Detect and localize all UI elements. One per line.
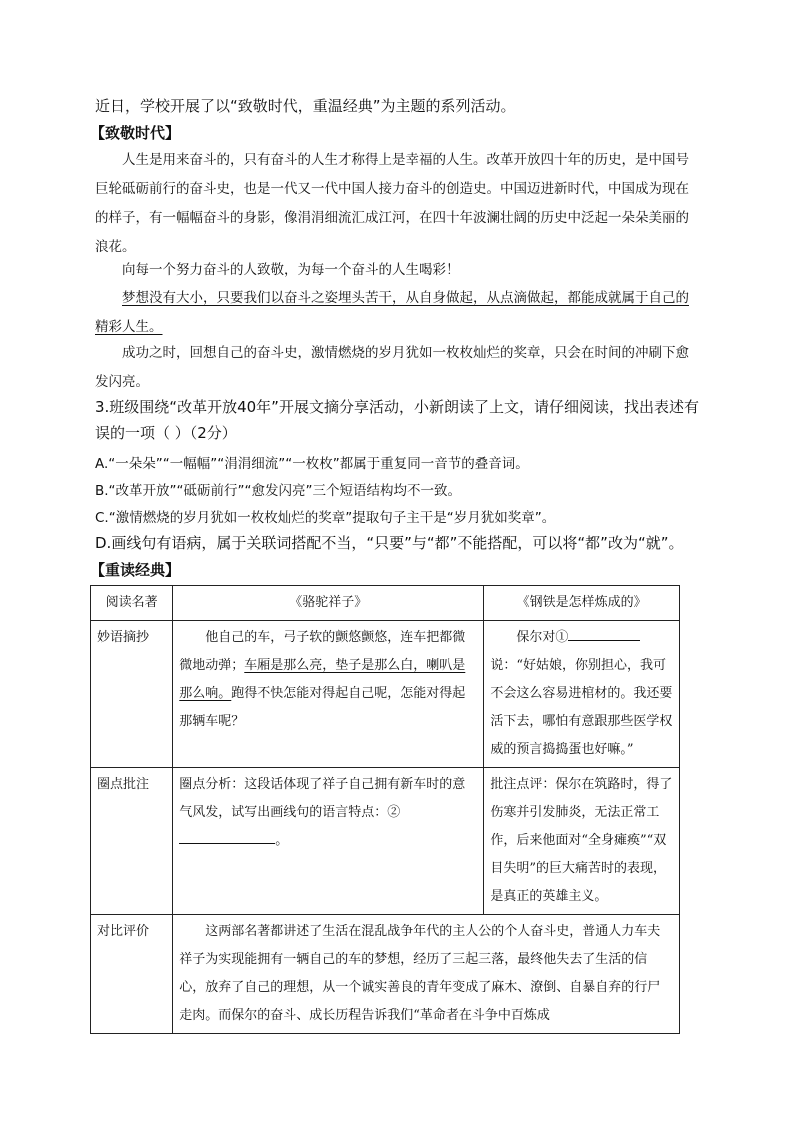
table-header-row <box>91 586 680 621</box>
excerpt-pavel-end: 说：“好姑娘，你别担心，我可不会这么容易进棺材的。我还要活下去，哪怕有意跟那些医学权威的预言捣捣蛋也好嘛。” <box>490 658 673 757</box>
option-b: B.“改革开放”“砥砺前行”“愈发闪亮”三个短语结构均不一致。 <box>95 483 462 499</box>
question-stem: 3.班级围绕“改革开放40年”开展文摘分享活动，小新朗读了上文，请仔细阅读，找出表述有误的一项（ ）（2分） <box>95 398 699 442</box>
intro-sentence: 近日，学校开展了以“致敬时代，重温经典”为主题的系列活动。 <box>95 97 516 115</box>
row-label-comparison: 对比评价 <box>91 915 173 1034</box>
reading-table <box>90 585 680 1034</box>
table-row-excerpt <box>91 621 680 768</box>
header-cell-steel: 《钢铁是怎样炼成的》 <box>484 586 680 621</box>
option-c: C.“激情燃烧的岁月犹如一枚枚灿烂的奖章”提取句子主干是“岁月犹如奖章”。 <box>95 510 556 526</box>
header-cell-camel-xiangzi: 《骆驼祥子》 <box>173 586 484 621</box>
table-row-comparison <box>91 915 680 1034</box>
excerpt-xiangzi-end: 跑得不快怎能对得起自己呢，怎能对得起那辆车呢？ <box>179 686 466 729</box>
excerpt-xiangzi <box>173 621 484 768</box>
annotation-xiangzi-end: 。 <box>275 833 289 848</box>
row-label-excerpt: 妙语摘抄 <box>91 621 173 768</box>
answer-blank-2[interactable] <box>179 829 275 844</box>
passage-paragraph-1: 人生是用来奋斗的，只有奋斗的人生才称得上是幸福的人生。改革开放四十年的历史，是中国号巨轮砥砺前行的奋斗史，也是一代又一代中国人接力奋斗的创造史。中国迈进新时代，中国成为现在的样子，有一幅幅奋斗的身影，像涓涓细流汇成江河，在四十年波澜壮阔的历史中泛起一朵朵美丽的浪花。 <box>95 152 689 255</box>
passage-underlined-sentence: 梦想没有大小，只要我们以奋斗之姿埋头苦干，从自身做起，从点滴做起，都能成就属于自己的精彩人生。 <box>95 290 689 335</box>
header-cell-book: 阅读名著 <box>91 586 173 621</box>
comparison-text: 这两部名著都讲述了生活在混乱战争年代的主人公的个人奋斗史，普通人力车夫祥子为实现能拥有一辆自己的车的梦想，经历了三起三落，最终他失去了生活的信心，放弃了自己的理想，从一个诚实善良的青年变成了麻木、潦倒、自暴自弃的行尸走肉。而保尔的奋斗、成长历程告诉我们“革命者在斗争中百炼成 <box>173 915 680 1034</box>
row-label-annotation: 圈点批注 <box>91 768 173 915</box>
passage-paragraph-4: 成功之时，回想自己的奋斗史，激情燃烧的岁月犹如一枚枚灿烂的奖章，只会在时间的冲刷下愈发闪亮。 <box>95 345 689 390</box>
excerpt-xiangzi-underlined: 车厢是那么亮，垫子是那么白，喇叭是那么响。 <box>179 658 466 701</box>
annotation-xiangzi-text: 圈点分析：这段话体现了祥子自己拥有新车时的意气风发，试写出画线句的语言特点：② <box>179 777 466 820</box>
passage-paragraph-2: 向每一个努力奋斗的人致敬，为每一个奋斗的人生喝彩！ <box>122 262 460 278</box>
option-a: A.“一朵朵”“一幅幅”“涓涓细流”“一枚枚”都属于重复同一音节的叠音词。 <box>95 456 529 472</box>
excerpt-pavel <box>484 621 680 768</box>
section-heading-classics: 【重读经典】 <box>90 561 181 579</box>
annotation-xiangzi <box>173 768 484 915</box>
table-row-annotation <box>91 768 680 915</box>
section-heading-era: 【致敬时代】 <box>90 124 181 142</box>
answer-blank-1[interactable] <box>568 626 640 641</box>
excerpt-pavel-start: 保尔对① <box>516 630 569 645</box>
option-d: D.画线句有语病，属于关联词搭配不当，“只要”与“都”不能搭配，可以将“都”改为“就”。 <box>95 534 684 552</box>
annotation-pavel: 批注点评：保尔在筑路时，得了伤寒并引发肺炎，无法正常工作，后来他面对“全身瘫痪”“双目失明”的巨大痛苦时的表现，是真正的英雄主义。 <box>484 768 680 915</box>
excerpt-xiangzi-start: 他自己的车，弓子软的颤悠颤悠，连车把都微微地动弹； <box>179 630 466 673</box>
